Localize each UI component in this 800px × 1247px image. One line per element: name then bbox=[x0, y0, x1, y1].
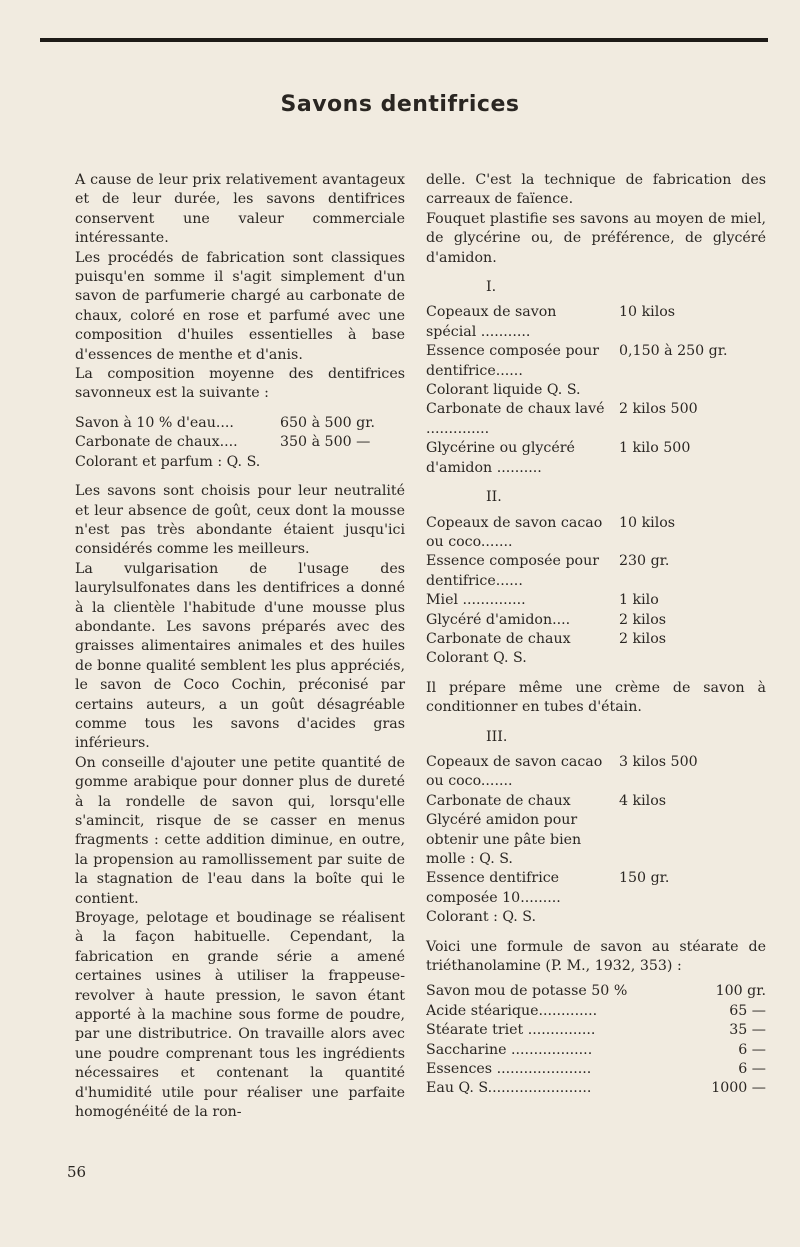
paragraph: Voici une formule de savon au stéarate de triéthanolamine (P. M., 1932, 353) : bbox=[426, 938, 766, 975]
item-label: Savon mou de potasse 50 % bbox=[426, 983, 628, 1000]
list-item bbox=[426, 1041, 766, 1060]
recipe-heading: III. bbox=[486, 728, 508, 745]
list-item bbox=[75, 433, 405, 452]
item-label: Colorant liquide Q. S. bbox=[426, 382, 581, 399]
item-value: 10 kilos bbox=[619, 304, 676, 321]
item-value bbox=[611, 908, 766, 927]
item-value: 4 kilos bbox=[619, 792, 667, 809]
list-item bbox=[426, 792, 766, 811]
item-value: 35 — bbox=[729, 1022, 766, 1039]
list-item bbox=[426, 381, 766, 400]
item-value: 1 kilo 500 bbox=[619, 440, 691, 457]
item-label: Acide stéarique............. bbox=[426, 1002, 598, 1019]
item-value bbox=[611, 381, 766, 400]
recipe-3 bbox=[426, 753, 766, 928]
list-item bbox=[426, 869, 766, 908]
list-item bbox=[426, 982, 766, 1001]
item-value: 350 à 500 — bbox=[280, 434, 371, 451]
item-label: Glycéré d'amidon.... bbox=[426, 611, 571, 628]
paragraph: Broyage, pelotage et boudinage se réalisent à la façon habituelle. Cependant, la fabrication en grande série a amené certaines usines à utiliser la frappeuse-revolver à haute pression, le savon étant apporté à la machine sous forme de poudre, par une distributrice. On travaille alors avec une poudre comprenant tous les ingrédients nécessaires et contenant la quantité d'humidité utile pour réaliser une parfaite homogénéité de la ron- bbox=[75, 910, 405, 1121]
item-value: 150 gr. bbox=[619, 870, 670, 887]
item-value: 1000 — bbox=[711, 1080, 766, 1097]
list-item bbox=[426, 630, 766, 649]
item-label: Essences ..................... bbox=[426, 1061, 592, 1078]
recipe-2 bbox=[426, 514, 766, 669]
item-label: Carbonate de chaux bbox=[426, 630, 571, 647]
item-label: Essence composée pour dentifrice...... bbox=[426, 343, 599, 379]
list-item bbox=[426, 514, 766, 553]
item-label: Copeaux de savon cacao ou coco....... bbox=[426, 514, 603, 550]
paragraph: La vulgarisation de l'usage des laurylsulfonates dans les dentifrices a donné à la clientèle l'habitude d'une mousse plus abondante. Les savons préparés avec des graisses alimentaires animales et des huiles de bonne qualité semblent les plus appréciés, le savon de Coco Cochin, préconisé par certains auteurs, a un goût désagréable comme tous les savons d'acides gras inférieurs. bbox=[75, 560, 405, 752]
left-column bbox=[75, 171, 405, 1123]
list-item bbox=[75, 453, 405, 472]
page-title: Savons dentifrices bbox=[280, 92, 520, 117]
list-item bbox=[426, 1060, 766, 1079]
item-value: 100 gr. bbox=[715, 983, 766, 1000]
item-value: 230 gr. bbox=[619, 553, 670, 570]
item-value: 3 kilos 500 bbox=[619, 753, 698, 770]
item-label: Carbonate de chaux.... bbox=[75, 434, 238, 451]
paragraph: A cause de leur prix relativement avantageux et de leur durée, les savons dentifrices conservent une valeur commerciale intéressante. bbox=[75, 172, 405, 247]
item-label: Essence composée pour dentifrice...... bbox=[426, 553, 599, 589]
item-label: Glycérine ou glycéré d'amidon .......... bbox=[426, 440, 575, 476]
paragraph: Il prépare même une crème de savon à conditionner en tubes d'étain. bbox=[426, 679, 766, 716]
recipe-heading: II. bbox=[486, 489, 502, 506]
formula-list bbox=[426, 982, 766, 1098]
item-label: Glycéré amidon pour obtenir une pâte bien molle : Q. S. bbox=[426, 812, 582, 867]
list-item bbox=[75, 414, 405, 433]
recipe-heading: I. bbox=[486, 279, 497, 296]
list-item bbox=[426, 1021, 766, 1040]
item-label: Eau Q. S....................... bbox=[426, 1080, 592, 1097]
recipe-1 bbox=[426, 303, 766, 478]
item-label: Miel .............. bbox=[426, 592, 526, 609]
top-rule bbox=[40, 38, 768, 42]
item-label: Colorant Q. S. bbox=[426, 650, 527, 667]
item-label: Saccharine .................. bbox=[426, 1041, 593, 1058]
composition-list bbox=[75, 414, 405, 472]
item-value: 2 kilos 500 bbox=[619, 401, 698, 418]
item-value: 6 — bbox=[738, 1041, 766, 1058]
item-value: 1 kilo bbox=[619, 592, 659, 609]
list-item bbox=[426, 552, 766, 591]
list-item bbox=[426, 400, 766, 439]
list-item bbox=[426, 1002, 766, 1021]
paragraph: Fouquet plastifie ses savons au moyen de miel, de glycérine ou, de préférence, de glycéré d'amidon. bbox=[426, 210, 766, 266]
list-item bbox=[426, 1079, 766, 1098]
item-value: 650 à 500 gr. bbox=[280, 414, 375, 431]
list-item bbox=[426, 908, 766, 927]
item-value: 0,150 à 250 gr. bbox=[619, 343, 728, 360]
paragraph: Les savons sont choisis pour leur neutralité et leur absence de goût, ceux dont la mousse n'est pas très abondante étaient jusqu'ici considérés comme les meilleurs. bbox=[75, 483, 405, 558]
right-column bbox=[426, 171, 766, 1099]
item-value bbox=[611, 811, 766, 869]
list-item bbox=[426, 649, 766, 668]
item-label: Colorant et parfum : Q. S. bbox=[75, 453, 261, 470]
item-value: 2 kilos bbox=[619, 630, 667, 647]
paragraph: On conseille d'ajouter une petite quantité de gomme arabique pour donner plus de dureté à la rondelle de savon qui, lorsqu'elle s'amincit, risque de se casser en menus fragments : cette addition diminue, en outre, la propension au ramollissement par suite de la stagnation de l'eau dans la boîte qui le contient. bbox=[75, 754, 405, 907]
list-item bbox=[426, 303, 766, 342]
list-item bbox=[426, 439, 766, 478]
item-label: Carbonate de chaux lavé .............. bbox=[426, 401, 605, 437]
item-value: 65 — bbox=[729, 1002, 766, 1019]
page-number: 56 bbox=[67, 1163, 87, 1181]
paragraph: Les procédés de fabrication sont classiques puisqu'en somme il s'agit simplement d'un savon de parfumerie chargé au carbonate de chaux, coloré en rose et parfumé avec une composition d'huiles essentielles à base d'essences de menthe et d'anis. bbox=[75, 249, 405, 363]
item-value: 2 kilos bbox=[619, 611, 667, 628]
paragraph: delle. C'est la technique de fabrication des carreaux de faïence. bbox=[426, 172, 766, 208]
list-item bbox=[426, 591, 766, 610]
item-label: Savon à 10 % d'eau.... bbox=[75, 414, 234, 431]
list-item bbox=[426, 753, 766, 792]
item-value: 10 kilos bbox=[619, 514, 676, 531]
paragraph: La composition moyenne des dentifrices savonneux est la suivante : bbox=[75, 366, 405, 402]
list-item bbox=[426, 811, 766, 869]
item-label: Essence dentifrice composée 10......... bbox=[426, 870, 561, 906]
item-label: Copeaux de savon cacao ou coco....... bbox=[426, 753, 603, 790]
list-item bbox=[426, 342, 766, 381]
item-label: Colorant : Q. S. bbox=[426, 909, 537, 926]
item-value: 6 — bbox=[738, 1061, 766, 1078]
list-item bbox=[426, 611, 766, 630]
item-label: Stéarate triet ............... bbox=[426, 1022, 596, 1039]
item-label: Copeaux de savon spécial ........... bbox=[426, 304, 557, 340]
item-value bbox=[611, 649, 766, 668]
item-label: Carbonate de chaux bbox=[426, 792, 571, 809]
